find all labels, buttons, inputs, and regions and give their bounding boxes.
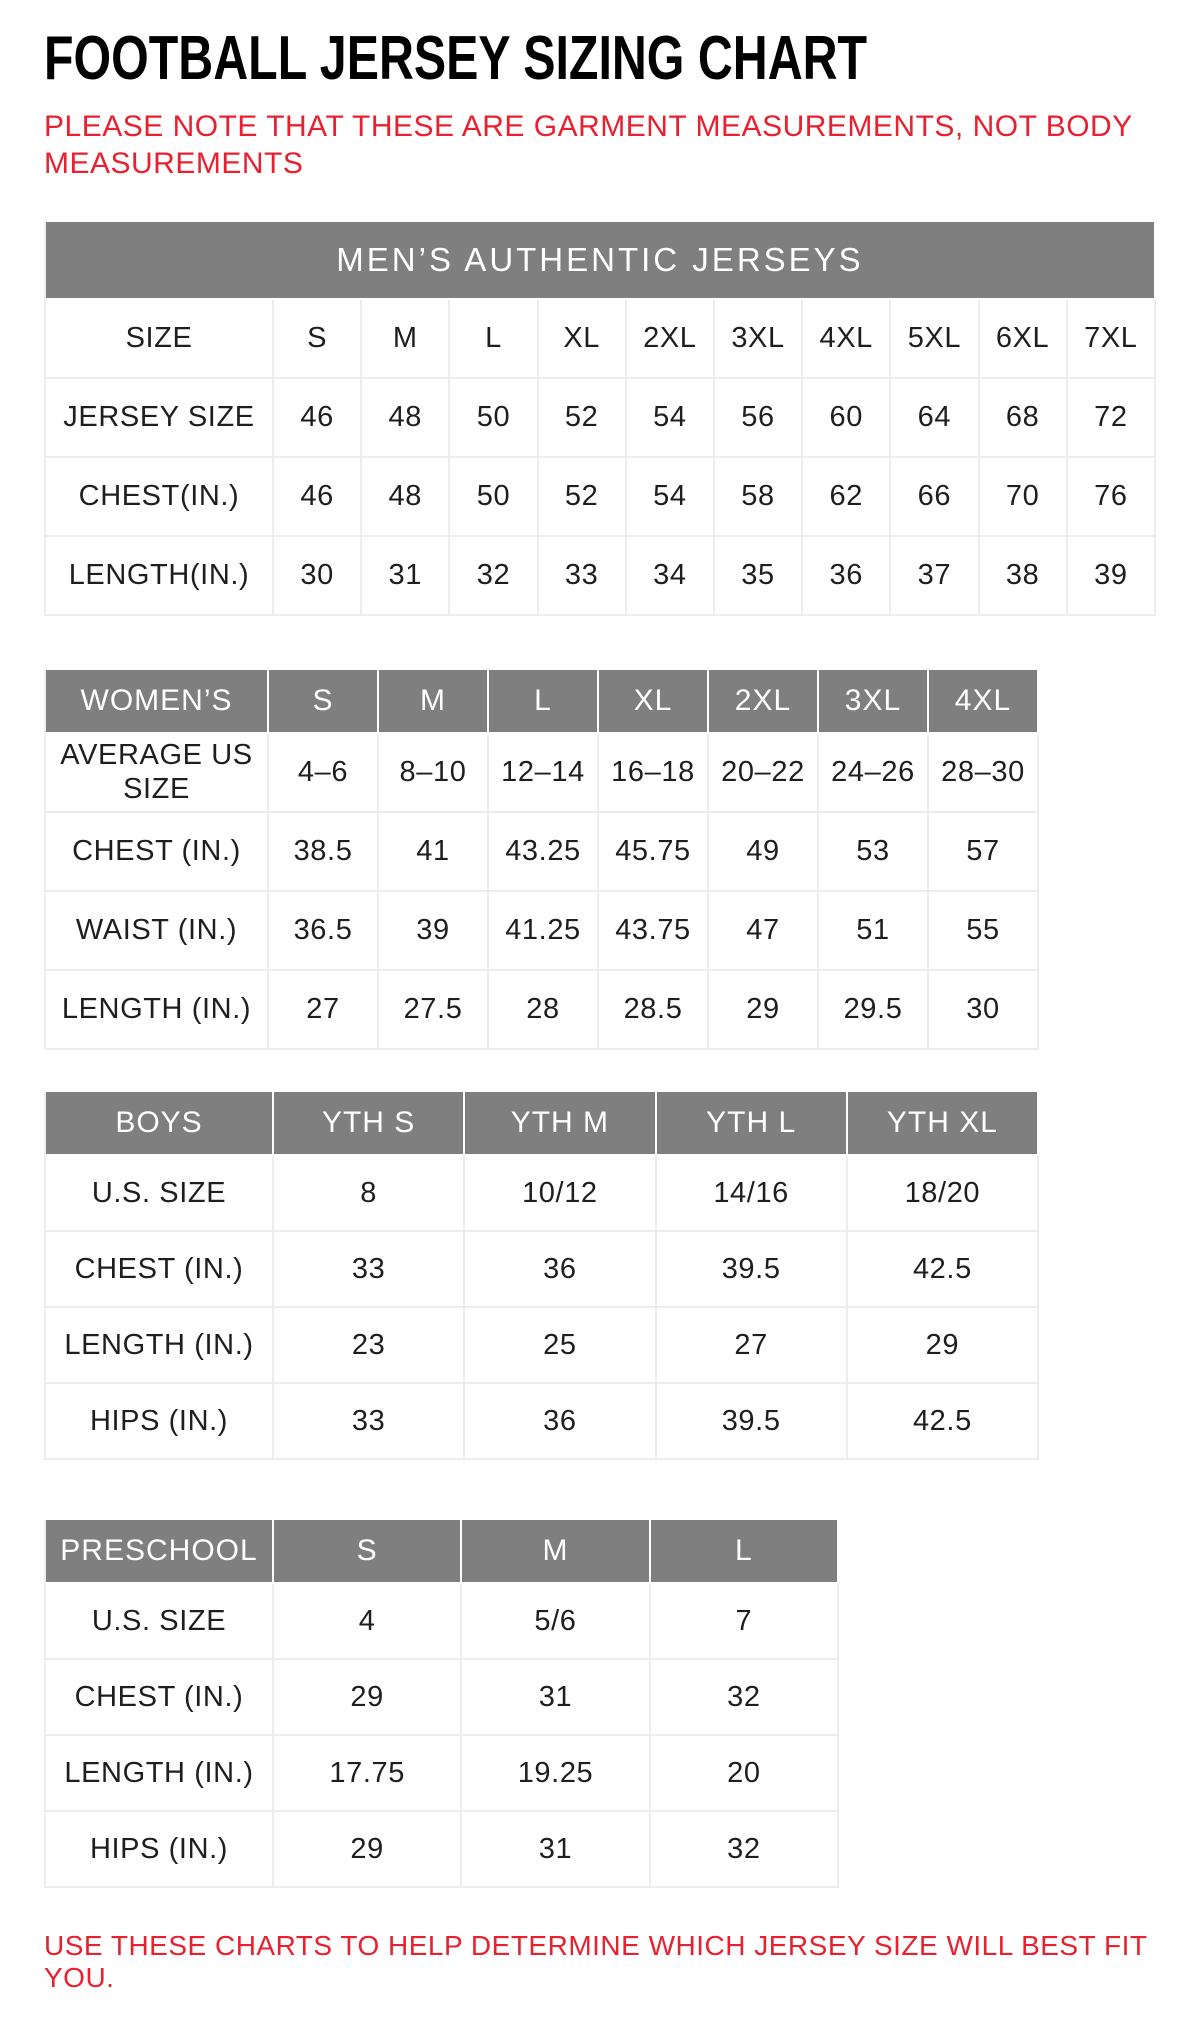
mens-value-cell: 54 bbox=[627, 458, 715, 537]
preschool-value-cell: 20 bbox=[651, 1736, 839, 1812]
mens-value-cell: 7XL bbox=[1068, 300, 1156, 379]
womens-value-cell: 16–18 bbox=[599, 734, 709, 813]
preschool-value-cell: 32 bbox=[651, 1812, 839, 1888]
preschool-value-cell: 29 bbox=[274, 1660, 462, 1736]
preschool-value-cell: 31 bbox=[462, 1660, 650, 1736]
preschool-value-cell: 29 bbox=[274, 1812, 462, 1888]
mens-value-cell: 2XL bbox=[627, 300, 715, 379]
boys-value-cell: 23 bbox=[274, 1308, 465, 1384]
womens-table-row bbox=[44, 813, 1039, 892]
boys-value-cell: 36 bbox=[465, 1232, 656, 1308]
preschool-header-label: PRESCHOOL bbox=[44, 1520, 274, 1584]
boys-value-cell: 39.5 bbox=[657, 1384, 848, 1460]
preschool-size-header-cell: S bbox=[274, 1520, 462, 1584]
mens-value-cell: 48 bbox=[362, 458, 450, 537]
womens-value-cell: 24–26 bbox=[819, 734, 929, 813]
boys-value-cell: 36 bbox=[465, 1384, 656, 1460]
mens-value-cell: 6XL bbox=[980, 300, 1068, 379]
boys-table-grid bbox=[44, 1092, 1039, 1460]
mens-value-cell: 46 bbox=[274, 379, 362, 458]
womens-value-cell: 43.75 bbox=[599, 892, 709, 971]
mens-value-cell: 54 bbox=[627, 379, 715, 458]
mens-table-row bbox=[44, 458, 1156, 537]
boys-row-label: LENGTH (IN.) bbox=[44, 1308, 274, 1384]
womens-value-cell: 38.5 bbox=[269, 813, 379, 892]
womens-value-cell: 49 bbox=[709, 813, 819, 892]
womens-value-cell: 29.5 bbox=[819, 971, 929, 1050]
boys-table-row bbox=[44, 1308, 1039, 1384]
preschool-value-cell: 4 bbox=[274, 1584, 462, 1660]
mens-value-cell: 50 bbox=[450, 379, 538, 458]
boys-value-cell: 8 bbox=[274, 1156, 465, 1232]
boys-value-cell: 29 bbox=[848, 1308, 1039, 1384]
mens-row-label: LENGTH(IN.) bbox=[44, 537, 274, 616]
preschool-table-row bbox=[44, 1736, 839, 1812]
womens-value-cell: 45.75 bbox=[599, 813, 709, 892]
womens-header-row bbox=[44, 670, 1039, 734]
womens-size-header-cell: 3XL bbox=[819, 670, 929, 734]
mens-value-cell: 48 bbox=[362, 379, 450, 458]
boys-value-cell: 27 bbox=[657, 1308, 848, 1384]
boys-value-cell: 39.5 bbox=[657, 1232, 848, 1308]
boys-header-row bbox=[44, 1092, 1039, 1156]
boys-value-cell: 42.5 bbox=[848, 1384, 1039, 1460]
womens-value-cell: 28 bbox=[489, 971, 599, 1050]
preschool-size-header-cell: M bbox=[462, 1520, 650, 1584]
womens-header-label: WOMEN’S bbox=[44, 670, 269, 734]
preschool-value-cell: 17.75 bbox=[274, 1736, 462, 1812]
womens-row-label: WAIST (IN.) bbox=[44, 892, 269, 971]
mens-value-cell: 38 bbox=[980, 537, 1068, 616]
mens-value-cell: 56 bbox=[715, 379, 803, 458]
womens-row-label: CHEST (IN.) bbox=[44, 813, 269, 892]
measurement-note: PLEASE NOTE THAT THESE ARE GARMENT MEASUREMENTS, NOT BODY MEASUREMENTS bbox=[44, 110, 1133, 180]
mens-value-cell: 60 bbox=[803, 379, 891, 458]
womens-row-label: AVERAGE US SIZE bbox=[44, 734, 269, 813]
mens-value-cell: 32 bbox=[450, 537, 538, 616]
womens-value-cell: 51 bbox=[819, 892, 929, 971]
womens-row-label: LENGTH (IN.) bbox=[44, 971, 269, 1050]
womens-table-row bbox=[44, 971, 1039, 1050]
preschool-value-cell: 31 bbox=[462, 1812, 650, 1888]
boys-value-cell: 42.5 bbox=[848, 1232, 1039, 1308]
mens-value-cell: 34 bbox=[627, 537, 715, 616]
preschool-value-cell: 5/6 bbox=[462, 1584, 650, 1660]
mens-value-cell: 72 bbox=[1068, 379, 1156, 458]
womens-table-row bbox=[44, 892, 1039, 971]
womens-table-grid bbox=[44, 670, 1039, 1050]
preschool-value-cell: 7 bbox=[651, 1584, 839, 1660]
mens-value-cell: L bbox=[450, 300, 538, 379]
mens-value-cell: 64 bbox=[891, 379, 979, 458]
womens-size-header-cell: S bbox=[269, 670, 379, 734]
womens-size-header-cell: 4XL bbox=[929, 670, 1039, 734]
womens-value-cell: 28–30 bbox=[929, 734, 1039, 813]
mens-value-cell: 3XL bbox=[715, 300, 803, 379]
womens-value-cell: 20–22 bbox=[709, 734, 819, 813]
mens-value-cell: 68 bbox=[980, 379, 1068, 458]
mens-row-label: CHEST(IN.) bbox=[44, 458, 274, 537]
boys-table-row bbox=[44, 1232, 1039, 1308]
womens-value-cell: 53 bbox=[819, 813, 929, 892]
womens-size-header-cell: 2XL bbox=[709, 670, 819, 734]
womens-value-cell: 27.5 bbox=[379, 971, 489, 1050]
womens-value-cell: 43.25 bbox=[489, 813, 599, 892]
boys-header-label: BOYS bbox=[44, 1092, 274, 1156]
mens-value-cell: 52 bbox=[539, 379, 627, 458]
womens-size-header-cell: M bbox=[379, 670, 489, 734]
womens-value-cell: 30 bbox=[929, 971, 1039, 1050]
boys-size-header-cell: YTH L bbox=[657, 1092, 848, 1156]
mens-value-cell: M bbox=[362, 300, 450, 379]
boys-value-cell: 25 bbox=[465, 1308, 656, 1384]
mens-value-cell: S bbox=[274, 300, 362, 379]
preschool-sizing-table bbox=[44, 1520, 1176, 1888]
boys-size-header-cell: YTH S bbox=[274, 1092, 465, 1156]
womens-value-cell: 47 bbox=[709, 892, 819, 971]
boys-row-label: CHEST (IN.) bbox=[44, 1232, 274, 1308]
preschool-row-label: LENGTH (IN.) bbox=[44, 1736, 274, 1812]
womens-value-cell: 41 bbox=[379, 813, 489, 892]
mens-value-cell: 46 bbox=[274, 458, 362, 537]
mens-value-cell: 36 bbox=[803, 537, 891, 616]
boys-value-cell: 14/16 bbox=[657, 1156, 848, 1232]
womens-value-cell: 55 bbox=[929, 892, 1039, 971]
preschool-header-row bbox=[44, 1520, 839, 1584]
mens-table-title: MEN’S AUTHENTIC JERSEYS bbox=[44, 222, 1156, 300]
mens-table-row bbox=[44, 537, 1156, 616]
mens-value-cell: 62 bbox=[803, 458, 891, 537]
boys-table-row bbox=[44, 1384, 1039, 1460]
womens-value-cell: 29 bbox=[709, 971, 819, 1050]
preschool-value-cell: 32 bbox=[651, 1660, 839, 1736]
womens-value-cell: 4–6 bbox=[269, 734, 379, 813]
boys-value-cell: 18/20 bbox=[848, 1156, 1039, 1232]
womens-value-cell: 36.5 bbox=[269, 892, 379, 971]
boys-value-cell: 33 bbox=[274, 1384, 465, 1460]
preschool-row-label: HIPS (IN.) bbox=[44, 1812, 274, 1888]
preschool-table-grid bbox=[44, 1520, 839, 1888]
womens-value-cell: 28.5 bbox=[599, 971, 709, 1050]
mens-value-cell: 70 bbox=[980, 458, 1068, 537]
mens-table-row bbox=[44, 379, 1156, 458]
preschool-table-row bbox=[44, 1584, 839, 1660]
mens-value-cell: 58 bbox=[715, 458, 803, 537]
preschool-size-header-cell: L bbox=[651, 1520, 839, 1584]
womens-value-cell: 39 bbox=[379, 892, 489, 971]
boys-row-label: HIPS (IN.) bbox=[44, 1384, 274, 1460]
mens-value-cell: 4XL bbox=[803, 300, 891, 379]
womens-value-cell: 27 bbox=[269, 971, 379, 1050]
womens-sizing-table bbox=[44, 670, 1176, 1050]
mens-value-cell: 50 bbox=[450, 458, 538, 537]
boys-size-header-cell: YTH XL bbox=[848, 1092, 1039, 1156]
boys-table-row bbox=[44, 1156, 1039, 1232]
womens-size-header-cell: L bbox=[489, 670, 599, 734]
womens-size-header-cell: XL bbox=[599, 670, 709, 734]
mens-value-cell: 39 bbox=[1068, 537, 1156, 616]
mens-value-cell: 35 bbox=[715, 537, 803, 616]
preschool-row-label: CHEST (IN.) bbox=[44, 1660, 274, 1736]
womens-value-cell: 41.25 bbox=[489, 892, 599, 971]
womens-value-cell: 12–14 bbox=[489, 734, 599, 813]
boys-size-header-cell: YTH M bbox=[465, 1092, 656, 1156]
womens-value-cell: 57 bbox=[929, 813, 1039, 892]
mens-title-row bbox=[44, 222, 1156, 300]
boys-row-label: U.S. SIZE bbox=[44, 1156, 274, 1232]
boys-value-cell: 33 bbox=[274, 1232, 465, 1308]
boys-value-cell: 10/12 bbox=[465, 1156, 656, 1232]
page-title: FOOTBALL JERSEY SIZING CHART bbox=[44, 24, 868, 93]
preschool-table-row bbox=[44, 1812, 839, 1888]
mens-value-cell: 37 bbox=[891, 537, 979, 616]
mens-row-label: JERSEY SIZE bbox=[44, 379, 274, 458]
mens-table-row bbox=[44, 300, 1156, 379]
mens-authentic-jerseys-table bbox=[44, 222, 1176, 616]
womens-value-cell: 8–10 bbox=[379, 734, 489, 813]
footer-note: USE THESE CHARTS TO HELP DETERMINE WHICH JERSEY SIZE WILL BEST FIT YOU. bbox=[44, 1930, 1147, 1994]
preschool-table-row bbox=[44, 1660, 839, 1736]
preschool-row-label: U.S. SIZE bbox=[44, 1584, 274, 1660]
boys-sizing-table bbox=[44, 1092, 1176, 1460]
mens-value-cell: 52 bbox=[539, 458, 627, 537]
mens-row-label: SIZE bbox=[44, 300, 274, 379]
mens-value-cell: 31 bbox=[362, 537, 450, 616]
mens-value-cell: 5XL bbox=[891, 300, 979, 379]
mens-value-cell: 30 bbox=[274, 537, 362, 616]
mens-value-cell: 33 bbox=[539, 537, 627, 616]
mens-value-cell: 76 bbox=[1068, 458, 1156, 537]
preschool-value-cell: 19.25 bbox=[462, 1736, 650, 1812]
mens-value-cell: XL bbox=[539, 300, 627, 379]
womens-table-row bbox=[44, 734, 1039, 813]
mens-table-grid bbox=[44, 222, 1156, 616]
mens-value-cell: 66 bbox=[891, 458, 979, 537]
